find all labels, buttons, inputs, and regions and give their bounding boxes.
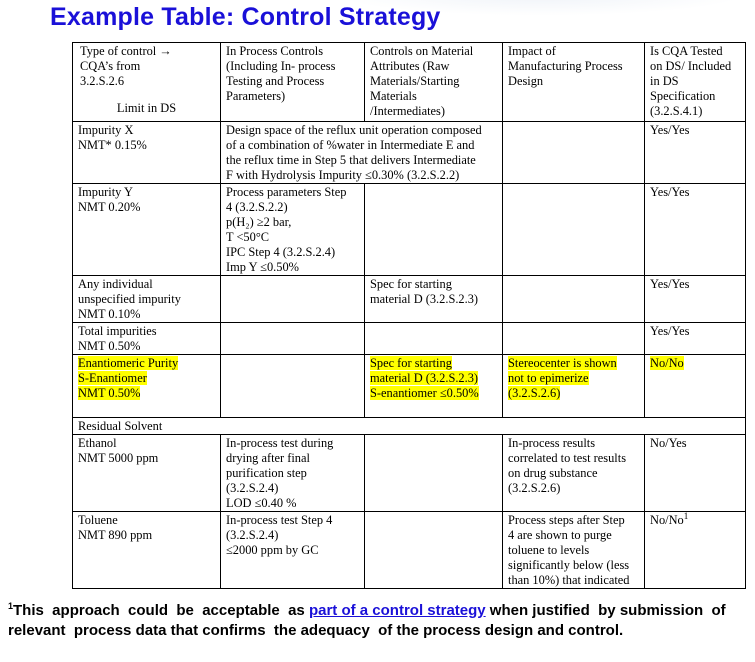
table-row — [73, 276, 746, 323]
header-design-cell: Impact of Manufacturing Process Design — [503, 43, 645, 122]
cqa-impurity-y: Impurity Y NMT 0.20% — [73, 184, 221, 276]
material-enantiomeric-text: Spec for starting material D (3.2.S.2.3) S-enantiomer ≤0.50% — [370, 356, 479, 400]
residual-solvent-heading: Residual Solvent — [73, 418, 746, 435]
header-material-cell: Controls on Material Attributes (Raw Materials/Starting Materials /Intermediates) — [365, 43, 503, 122]
table-row — [73, 512, 746, 589]
design-impurity-x — [503, 122, 645, 184]
design-enantiomeric-purity — [503, 355, 645, 418]
ipc-impurity-y: Process parameters Step 4 (3.2.S.2.2) p(H₂) ≥2 bar, T <50°C IPC Step 4 (3.2.S.2.4) Imp Y ≤0.50% — [221, 184, 365, 276]
ipc-enantiomeric-purity — [221, 355, 365, 418]
control-strategy-link[interactable]: part of a control strategy — [308, 602, 486, 619]
header-cqa-cell — [73, 43, 221, 122]
table-row — [73, 355, 746, 418]
control-strategy-table — [72, 42, 746, 589]
tested-ethanol: No/Yes — [645, 435, 746, 512]
ipc-total-impurities — [221, 323, 365, 355]
material-ethanol — [365, 435, 503, 512]
table-row — [73, 418, 746, 435]
ipc-toluene: In-process test Step 4 (3.2.S.2.4) ≤2000 ppm by GC — [221, 512, 365, 589]
design-ethanol: In-process results correlated to test results on drug substance (3.2.S.2.6) — [503, 435, 645, 512]
material-toluene — [365, 512, 503, 589]
header-tested-cell: Is CQA Tested on DS/ Included in DS Specification (3.2.S.4.1) — [645, 43, 746, 122]
material-enantiomeric-purity — [365, 355, 503, 418]
table-row — [73, 184, 746, 276]
table-row — [73, 122, 746, 184]
cqa-toluene: Toluene NMT 890 ppm — [73, 512, 221, 589]
cqa-ethanol: Ethanol NMT 5000 ppm — [73, 435, 221, 512]
table-header-row — [73, 43, 746, 122]
tested-toluene — [645, 512, 746, 589]
footnote-text-pre: This approach could be acceptable as — [13, 602, 309, 619]
design-enantiomeric-text: Stereocenter is shown not to epimerize (3.2.S.2.6) — [508, 356, 617, 400]
ipc-any-impurity — [221, 276, 365, 323]
design-total-impurities — [503, 323, 645, 355]
header-limit-label: Limit in DS — [116, 101, 177, 115]
page-title: Example Table: Control Strategy — [50, 3, 441, 31]
tested-enantiomeric-purity — [645, 355, 746, 418]
tested-enantiomeric-text: No/No — [650, 356, 684, 370]
table-row — [73, 435, 746, 512]
material-any-impurity: Spec for starting material D (3.2.S.2.3) — [365, 276, 503, 323]
design-toluene: Process steps after Step 4 are shown to purge toluene to levels significantly below (less than 10%) that indicated — [503, 512, 645, 589]
ipc-impurity-x: Design space of the reflux unit operation composed of a combination of %water in Intermediate E and the reflux time in Step 5 that delivers Intermediate F with Hydrolysis Impurity ≤0.30% (3.2.S.2.2) — [221, 122, 503, 184]
cqa-any-impurity: Any individual unspecified impurity NMT 0.10% — [73, 276, 221, 323]
cqa-enantiomeric-purity — [73, 355, 221, 418]
footnote-text-post: when justified by submission of relevant process data that confirms the adequacy of the process design and control. — [8, 602, 730, 639]
material-total-impurities — [365, 323, 503, 355]
table-row — [73, 323, 746, 355]
tested-toluene-text: No/No — [650, 513, 684, 527]
tested-toluene-footnote-mark: 1 — [683, 511, 689, 521]
header-ipc-cell: In Process Controls (Including In- process Testing and Process Parameters) — [221, 43, 365, 122]
tested-total-impurities: Yes/Yes — [645, 323, 746, 355]
cqa-impurity-x: Impurity X NMT* 0.15% — [73, 122, 221, 184]
tested-impurity-x: Yes/Yes — [645, 122, 746, 184]
ipc-ethanol: In-process test during drying after final purification step (3.2.S.2.4) LOD ≤0.40 % — [221, 435, 365, 512]
tested-any-impurity: Yes/Yes — [645, 276, 746, 323]
material-impurity-y — [365, 184, 503, 276]
tested-impurity-y: Yes/Yes — [645, 184, 746, 276]
design-any-impurity — [503, 276, 645, 323]
footnote-mark: 1 — [8, 601, 14, 611]
cqa-enantiomeric-text: Enantiomeric Purity S-Enantiomer NMT 0.50% — [78, 356, 179, 400]
footnote — [8, 601, 748, 641]
cqa-total-impurities: Total impurities NMT 0.50% — [73, 323, 221, 355]
design-impurity-y — [503, 184, 645, 276]
header-cqa-label: Type of control → CQA’s from 3.2.S.2.6 — [80, 44, 172, 88]
